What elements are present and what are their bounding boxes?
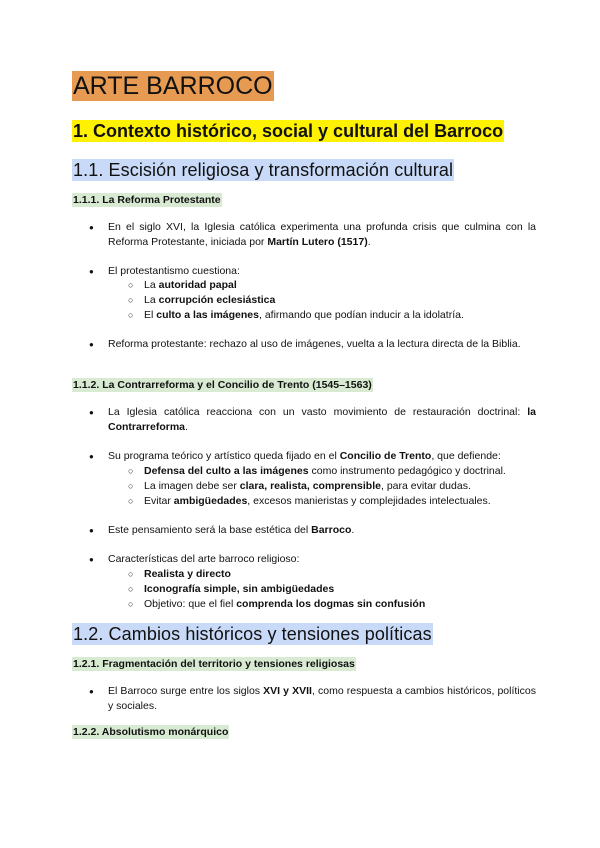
circle-bullet-icon: ○: [128, 599, 134, 609]
bullet-icon: ●: [89, 267, 94, 276]
sub-list-item: ○ La imagen debe ser clara, realista, comprensible, para evitar dudas.: [128, 480, 471, 492]
subsection-heading-1-2-2: 1.2.2. Absolutismo monárquico: [73, 726, 229, 738]
circle-bullet-icon: ○: [128, 280, 134, 290]
subsection-heading-1-1-2: 1.1.2. La Contrarreforma y el Concilio de Trento (1545–1563): [73, 379, 372, 391]
subsection-heading-1-1-1: 1.1.1. La Reforma Protestante: [73, 194, 221, 206]
bullet-icon: ●: [89, 223, 94, 232]
sub-list-item: ○ Defensa del culto a las imágenes como instrumento pedagógico y doctrinal.: [128, 465, 506, 477]
list-item: ● El Barroco surge entre los siglos XVI y XVII, como respuesta a cambios históricos, políticos y sociales.: [89, 685, 536, 712]
list-item: ● Características del arte barroco religioso:: [89, 553, 300, 565]
circle-bullet-icon: ○: [128, 496, 134, 506]
sub-list-item: ○ El culto a las imágenes, afirmando que podían inducir a la idolatría.: [128, 309, 464, 321]
sub-list-item: ○ Objetivo: que el fiel comprenda los dogmas sin confusión: [128, 598, 426, 610]
circle-bullet-icon: ○: [128, 466, 134, 476]
circle-bullet-icon: ○: [128, 569, 134, 579]
list-item: ● Su programa teórico y artístico queda fijado en el Concilio de Trento, que defiende:: [89, 450, 501, 462]
bullet-icon: ●: [89, 555, 94, 564]
circle-bullet-icon: ○: [128, 310, 134, 320]
list-item: ● Reforma protestante: rechazo al uso de imágenes, vuelta a la lectura directa de la Biblia.: [89, 338, 521, 350]
list-item: ● La Iglesia católica reacciona con un vasto movimiento de restauración doctrinal: la Contrarreforma.: [89, 406, 536, 433]
list-item: ● En el siglo XVI, la Iglesia católica experimenta una profunda crisis que culmina con la Reforma Protestante, iniciada por Martín Lutero (1517).: [89, 221, 536, 248]
document-title: ARTE BARROCO: [73, 72, 273, 100]
sub-list-item: ○ Evitar ambigüedades, excesos manieristas y complejidades intelectuales.: [128, 495, 491, 507]
sub-list-item: ○ Iconografía simple, sin ambigüedades: [128, 583, 335, 595]
list-item: ● Este pensamiento será la base estética del Barroco.: [89, 524, 355, 536]
bullet-icon: ●: [89, 340, 94, 349]
section-heading-1: 1. Contexto histórico, social y cultural del Barroco: [73, 121, 504, 141]
circle-bullet-icon: ○: [128, 295, 134, 305]
list-item: ● El protestantismo cuestiona:: [89, 265, 240, 277]
subsection-heading-1-1: 1.1. Escisión religiosa y transformación cultural: [73, 160, 454, 180]
bullet-icon: ●: [89, 408, 94, 417]
bullet-icon: ●: [89, 452, 94, 461]
bullet-icon: ●: [89, 526, 94, 535]
subsection-heading-1-2: 1.2. Cambios históricos y tensiones políticas: [73, 624, 432, 644]
sub-list-item: ○ Realista y directo: [128, 568, 231, 580]
circle-bullet-icon: ○: [128, 584, 134, 594]
bullet-icon: ●: [89, 687, 94, 696]
circle-bullet-icon: ○: [128, 481, 134, 491]
sub-list-item: ○ La autoridad papal: [128, 279, 237, 291]
sub-list-item: ○ La corrupción eclesiástica: [128, 294, 276, 306]
subsection-heading-1-2-1: 1.2.1. Fragmentación del territorio y tensiones religiosas: [73, 658, 355, 670]
